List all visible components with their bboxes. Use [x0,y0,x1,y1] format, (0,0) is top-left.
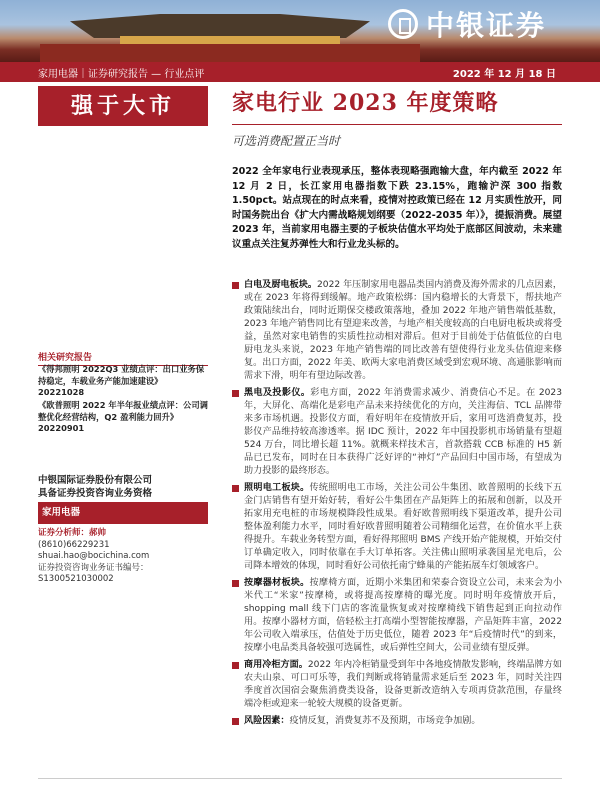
bullet-item [232,715,562,728]
related-reports-title: 相关研究报告 [38,350,208,366]
bullet-heading: 白电及厨电板块。 [244,280,317,290]
bullet-square-icon [232,390,239,397]
bullet-square-icon [232,718,239,725]
bullet-square-icon [232,662,239,669]
bullet-square-icon [232,485,239,492]
report-date: 2022 年 12 月 18 日 [452,69,556,80]
palace-hall-graphic [40,44,420,62]
related-report-link[interactable]: 《得邦照明 2022Q3 业绩点评：出口业务保持稳定，车载业务产能加速建设》20221028 [38,364,205,397]
bullet-square-icon [232,282,239,289]
bullet-heading: 商用冷柜方面。 [244,660,308,670]
page-subtitle: 可选消费配置正当时 [232,134,341,148]
bullet-list [232,279,562,732]
page-title: 家电行业 2023 年度策略 [232,90,499,116]
bullet-body: 疫情反复，消费复苏不及预期，市场竞争加剧。 [289,716,481,726]
company-logo [388,4,588,44]
bullet-item [232,279,562,383]
bullet-body: 传统照明电工市场，关注公司公牛集团、欧普照明的长线下五金门店销售有望开始好转，看好公牛集团在产品矩阵上的拓展和创新，以及开拓家用充电桩的市场规模降段性成果。看好欧普照明线下渠道改革，提升公司整体盈利能力水平，同时看好欧普照明随着公司精细化运营，在价值水平上获得提升。车载业务转型方面，看好得邦照明 BMS 产线开始产能规模，开始交付订单确定收入，同时依靠在手大订单拓客。关注佛山照明承袭国星光电后，公司降本增效的体现，同时看好公司依托南宁蜂巢的产能拓展车灯领域客户。 [244,483,562,571]
palace-roof-graphic [70,14,370,38]
analyst-line [38,528,208,540]
bullet-body: 彩电方面，2022 年消费需求减少、消费信心不足。在 2023 年，大屏化、高端化是彩电产品未来持续优化的方向，关注海信、TCL 品牌带来多市场机遇。投影仪方面，看好明年在疫情放开后，家用可选消费复苏，投影仪产品维持较高渗透率。据 IDC 预计，2022 年中国投影机市场销量有望超 524 万台，同比增长超 11%。就概来样技术言，首款搭载 CCB 标准的 H5 新品已已发布，同时在日本获得广泛好评的“神灯”产品回归中国市场，有望成为助力投影的最终形态。 [244,388,562,476]
rating-badge: 强于大市 [38,86,208,126]
analyst-cert: 证券投资咨询业务证书编号：S1300521030002 [38,562,149,584]
bullet-heading: 照明电工板块。 [244,483,310,493]
analyst-role: 证券分析师： [38,528,90,538]
bullet-body: 2022 年内冷柜销量受到年中各地疫情散发影响，终端品牌方如农夫山泉、可口可乐等，我们判断或将销量需求延后至 2023 年，同时关注四季度首次国宿会聚焦消费类设备，设备更新改造纳入专项再贷款范围，存量终端冷柜或迎来一轮较大规模的设备更新。 [244,660,562,709]
logo-text: 中银证券 [426,9,547,42]
palace-beam-graphic [120,36,340,44]
boc-logo-icon [388,9,418,39]
analyst-name: 郝帅 [89,528,107,538]
sector-label: 家用电器 [38,502,208,524]
analyst-phone: (8610)66229231 [38,539,110,550]
bullet-item [232,577,562,655]
bullet-body: 2022 年压制家用电器品类国内消费及海外需求的几点因素，或在 2023 年将得到缓解。地产政策松绑：国内稳增长的大背景下，帮扶地产政策陆续出台，同时近期保交楼政策落地，叠加 2022 年地产销售端低基数，2023 年地产销售同比有望迎来改善，与地产相关度较高的白电厨电板块或将受益，虽然对家电销售的实质性拉动相对滞后。但对于目前处于估值低位的白电厨电龙头来说，2023 年地产销售端的同比改善有望使得行业龙头估值迎来修复。出口方面，2022 年美、欧两大家电消费区域受到宏观环境、高通胀影响而需求下滑，明年有望边际改善。 [244,280,562,381]
firm-name: 中银国际证券股份有限公司 具备证券投资咨询业务资格 [38,475,153,499]
bullet-item [232,659,562,711]
bullet-heading: 按摩器材板块。 [244,578,310,588]
title-divider [232,124,562,125]
bullet-item [232,482,562,573]
bullet-item [232,387,562,478]
bullet-body: 按摩椅方面，近期小米集团和荣泰合资设立公司，未来会为小米代工“米家”按摩椅，或将提高按摩椅的曝光度。同时明年疫情放开后，shopping mall 线下门店的客流量恢复或对按摩椅线下销售起到正向拉动作用。按摩小器材方面，倍轻松主打高端小型智能按摩器，产品矩阵丰富，2022 年公司收入端承压，估值处于历史低位，随着 2023 年“后疫情时代”的到来，按摩小电品类具备较强可选属性，或后弹性空间大，公司业绩有望反弹。 [244,578,562,653]
related-report-link[interactable]: 《欧普照明 2022 年半年报业绩点评：公司调整优化经营结构，Q2 盈利能力回升》20220901 [38,400,208,433]
analyst-email[interactable]: shuai.hao@bocichina.com [38,551,150,561]
summary-paragraph: 2022 全年家电行业表现承压，整体表现略强跑输大盘，年内截至 2022 年 12 月 2 日，长江家用电器指数下跌 23.15%，跑输沪深 300 指数 1.50pct。站点现在的时点来看，疫情对控政策已经在 12 月实质性放开，同时国务院出台《扩大内需战略规划纲要（2022-2035 年）》，提振消费。展望 2023 年，当前家用电器主要的子板块估值水平均处于底部区间波动，未来建议重点关注复苏弹性大和行业龙头标的。 [232,166,562,250]
analyst-info [38,528,208,586]
header-banner [0,0,600,62]
bullet-heading: 黑电及投影仪。 [244,388,311,398]
breadcrumb: 家用电器｜证券研究报告 — 行业点评 [38,69,205,80]
bullet-square-icon [232,580,239,587]
footer-divider [38,778,562,779]
bullet-heading: 风险因素： [244,716,290,726]
header-subbar [0,62,600,82]
